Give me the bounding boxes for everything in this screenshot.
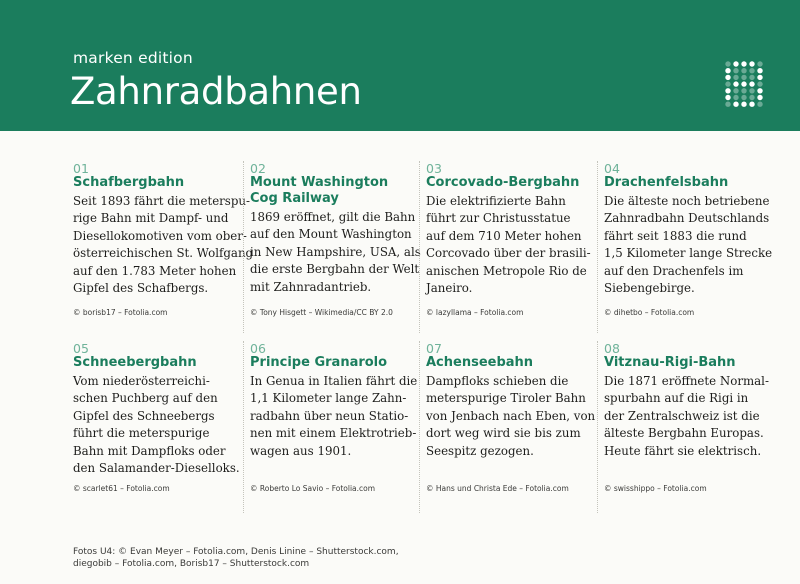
card-description-line: Seespitz gezogen. xyxy=(426,443,534,458)
card-description-line: Siebengebirge. xyxy=(604,281,695,296)
card-description-line: Die elektrifizierte Bahn xyxy=(426,194,566,208)
card-description-line: radbahn über neun Statio- xyxy=(250,408,409,423)
card-title-line: Drachenfelsbahn xyxy=(604,175,729,190)
card-title-line: Cog Railway xyxy=(250,191,339,206)
card-description-line: der Zentralschweiz ist die xyxy=(604,408,760,423)
card-description xyxy=(250,373,417,460)
photo-credit: © lazyllama – Fotolia.com xyxy=(426,308,524,317)
rack-railway-card xyxy=(243,341,418,513)
card-number: 05 xyxy=(73,341,89,356)
card-description-line: auf dem 710 Meter hohen xyxy=(426,228,582,243)
card-description-line: Janeiro. xyxy=(426,281,473,296)
rack-railway-card xyxy=(67,341,239,513)
card-description-line: In Genua in Italien fährt die xyxy=(250,374,418,388)
card-description-line: Bahn mit Dampfloks oder xyxy=(73,443,226,458)
card-title xyxy=(426,355,533,371)
card-description-line: Vom niederösterreichi- xyxy=(73,374,210,388)
photo-credit: © dihetbo – Fotolia.com xyxy=(604,308,695,317)
card-description-line: Heute fährt sie elektrisch. xyxy=(604,443,762,458)
card-title-line: Achenseebahn xyxy=(426,355,534,370)
card-title xyxy=(250,175,388,207)
card-description-line: schen Puchberg auf den xyxy=(73,391,218,406)
card-description xyxy=(250,209,421,296)
card-description-line: führt die meterspurige xyxy=(73,426,210,441)
card-title xyxy=(604,175,728,191)
card-description-line: Diesellokomotiven vom ober- xyxy=(73,228,247,243)
card-description-line: fährt seit 1883 die rund xyxy=(604,228,747,243)
card-description-line: den Salamander-Dieselloks. xyxy=(73,461,240,476)
photo-credit: © Roberto Lo Savio – Fotolia.com xyxy=(250,484,376,493)
photo-credit: © swisshippo – Fotolia.com xyxy=(604,484,707,493)
card-description-line: auf den 1.783 Meter hohen xyxy=(73,263,237,278)
card-description-line: Gipfel des Schafbergs. xyxy=(73,281,209,296)
card-title xyxy=(604,355,736,371)
card-description-line: 1,5 Kilometer lange Strecke xyxy=(604,246,773,261)
footer-line: diegobib – Fotolia.com, Borisb17 – Shutterstock.com xyxy=(73,559,310,569)
card-description-line: Dampfloks schieben die xyxy=(426,374,569,388)
card-number: 01 xyxy=(73,161,89,176)
card-description-line: Zahnradbahn Deutschlands xyxy=(604,211,770,226)
card-title xyxy=(73,175,184,191)
card-description xyxy=(73,373,240,477)
rack-railway-card xyxy=(597,161,773,333)
card-description-line: rige Bahn mit Dampf- und xyxy=(73,211,229,226)
card-title xyxy=(426,175,579,191)
rack-railway-card xyxy=(243,161,421,333)
card-description xyxy=(73,193,253,297)
card-description xyxy=(604,193,772,297)
photo-credits-footer xyxy=(73,546,399,570)
card-description-line: Corcovado über der brasili- xyxy=(426,246,591,261)
card-description xyxy=(426,373,595,460)
card-number: 07 xyxy=(426,341,442,356)
card-number: 02 xyxy=(250,161,266,176)
card-description-line: auf den Mount Washington xyxy=(250,227,412,242)
card-title-line: Schneebergbahn xyxy=(73,355,197,370)
card-description-line: wagen aus 1901. xyxy=(250,443,352,458)
card-description-line: dort weg wird sie bis zum xyxy=(426,426,581,441)
card-number: 04 xyxy=(604,161,620,176)
page-title: Zahnradbahnen xyxy=(70,70,362,113)
card-description xyxy=(426,193,591,297)
card-description-line: Seit 1893 fährt die meterspu- xyxy=(73,194,250,208)
rack-railway-card xyxy=(419,341,596,513)
photo-credit: © borisb17 – Fotolia.com xyxy=(73,308,168,317)
card-description-line: in New Hampshire, USA, als xyxy=(250,244,421,259)
photo-credit: © Hans und Christa Ede – Fotolia.com xyxy=(426,484,569,493)
card-description-line: nen mit einem Elektrotrieb- xyxy=(250,426,417,441)
card-title-line: Schafbergbahn xyxy=(73,175,185,190)
card-description-line: Die 1871 eröffnete Normal- xyxy=(604,374,769,388)
card-title-line: Vitznau-Rigi-Bahn xyxy=(604,355,736,370)
card-description-line: 1869 eröffnet, gilt die Bahn xyxy=(250,210,416,224)
card-description-line: die erste Bergbahn der Welt xyxy=(250,262,420,277)
rack-railway-card xyxy=(67,161,254,333)
card-description-line: spurbahn auf die Rigi in xyxy=(604,391,749,406)
card-number: 06 xyxy=(250,341,266,356)
card-description-line: 1,1 Kilometer lange Zahn- xyxy=(250,391,407,406)
card-description-line: älteste Bergbahn Europas. xyxy=(604,426,764,441)
photo-credit: © scarlet61 – Fotolia.com xyxy=(73,484,170,493)
card-description-line: mit Zahnradantrieb. xyxy=(250,279,372,294)
card-title-line: Mount Washington xyxy=(250,175,389,190)
card-title xyxy=(73,355,197,371)
rack-railway-card xyxy=(597,341,769,513)
card-number: 03 xyxy=(426,161,442,176)
card-description-line: österreichischen St. Wolfgang xyxy=(73,246,254,261)
card-description-line: Die älteste noch betriebene xyxy=(604,194,770,208)
card-description xyxy=(604,373,769,460)
card-title xyxy=(250,355,387,371)
card-title-line: Corcovado-Bergbahn xyxy=(426,175,580,190)
brand-label: marken edition xyxy=(73,49,193,67)
card-description-line: auf den Drachenfels im xyxy=(604,263,744,278)
footer-line: Fotos U4: © Evan Meyer – Fotolia.com, Denis Linine – Shutterstock.com, xyxy=(73,547,399,557)
card-title-line: Principe Granarolo xyxy=(250,355,388,370)
card-description-line: meterspurige Tiroler Bahn xyxy=(426,391,586,406)
photo-credit: © Tony Hisgett – Wikimedia/CC BY 2.0 xyxy=(250,308,393,317)
rack-railway-card xyxy=(419,161,591,333)
card-number: 08 xyxy=(604,341,620,356)
card-description-line: anischen Metropole Rio de xyxy=(426,263,587,278)
card-description-line: führt zur Christusstatue xyxy=(426,211,571,226)
card-description-line: von Jenbach nach Eben, von xyxy=(426,408,596,423)
header-banner xyxy=(0,0,800,131)
brand-logo-icon xyxy=(724,60,764,108)
card-description-line: Gipfel des Schneebergs xyxy=(73,408,215,423)
